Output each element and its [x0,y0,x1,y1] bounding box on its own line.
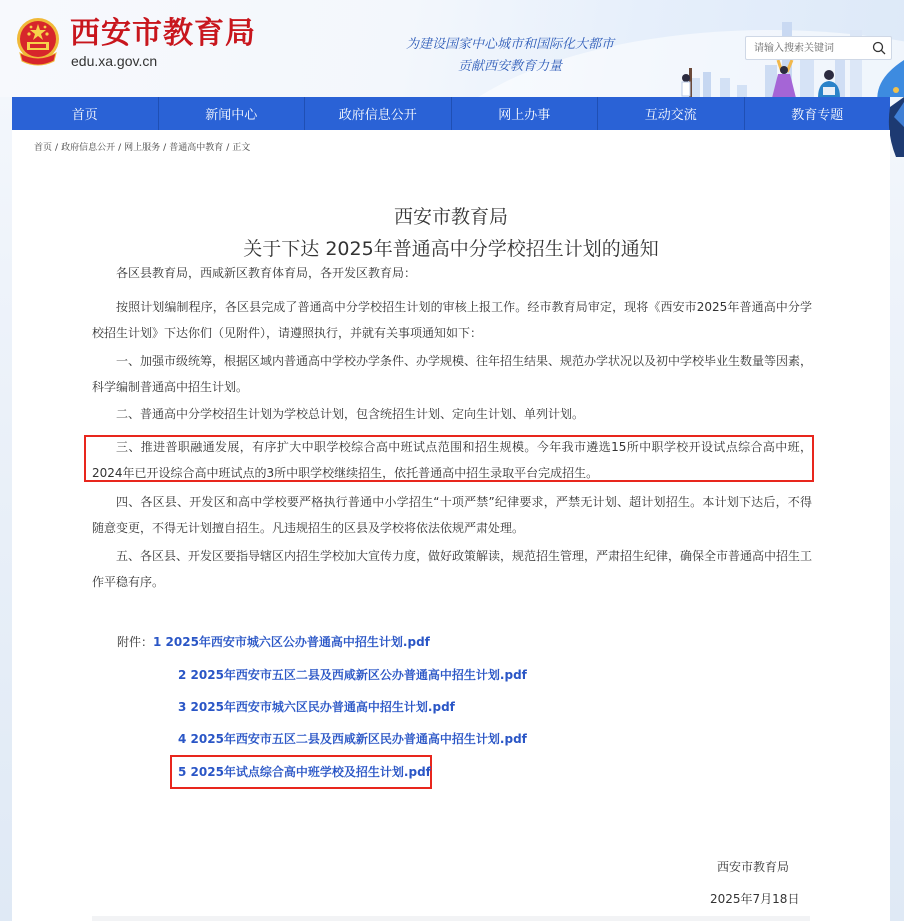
attachment-link-3[interactable]: 3 2025年西安市城六区民办普通高中招生计划.pdf [178,700,455,714]
article-paragraph-1: 一、加强市级统筹，根据区域内普通高中学校办学条件、办学规模、往年招生结果、规范办学状况以及初中学校毕业生数量等因素，科学编制普通高中招生计划。 [92,354,813,394]
attachment-link-1[interactable]: 1 2025年西安市城六区公办普通高中招生计划.pdf [153,635,430,649]
article-panel [12,130,890,921]
article-paragraph-3: 三、推进普职融通发展，有序扩大中职学校综合高中班试点范围和招生规模。今年我市遴选15所中职学校开设试点综合高中班，2024年已开设综合高中班试点的3所中职学校继续招生，依托普通高中招生录取平台完成招生。 [92,440,812,480]
decor-bar [720,78,730,97]
search-box [745,36,892,60]
decor-bar [737,85,747,97]
nav-item-home[interactable]: 首页 [12,97,159,130]
breadcrumb-online-services[interactable]: 网上服务 [124,143,161,153]
breadcrumb-separator: / [163,143,167,153]
article-title: 关于下达 2025年普通高中分学校招生计划的通知 [243,238,659,260]
national-emblem-icon [14,17,62,67]
nav-item-gov-info[interactable]: 政府信息公开 [305,97,452,130]
signature-date: 2025年7月18日 [710,892,800,906]
breadcrumb-home[interactable]: 首页 [34,143,53,153]
site-url: edu.xa.gov.cn [71,53,158,69]
breadcrumb-separator: / [226,143,230,153]
article-paragraph-intro: 按照计划编制程序，各区县完成了普通高中分学校招生计划的审核上报工作。经市教育局审定，现将《西安市2025年普通高中分学校招生计划》下达你们（见附件），请遵照执行，并就有关事项通知如下： [92,300,812,340]
student-illustration-icon [770,58,798,97]
site-name[interactable]: 西安市教育局 [70,16,256,51]
search-icon[interactable] [872,41,886,55]
laptop-user-illustration-icon [815,68,843,97]
teacher-illustration-icon [680,68,710,97]
slogan-line-2: 贡献西安教育力量 [457,59,562,74]
nav-item-interaction[interactable]: 互动交流 [598,97,745,130]
breadcrumb-separator: / [118,143,122,153]
article-paragraph-5: 五、各区县、开发区要指导辖区内招生学校加大宣传力度，做好政策解读，规范招生管理，严肃招生纪律，确保全市普通高中招生工作平稳有序。 [92,549,813,589]
breadcrumb-gov-info[interactable]: 政府信息公开 [61,143,116,153]
article-issuer-title: 西安市教育局 [393,206,508,228]
article-paragraph-2: 二、普通高中分学校招生计划为学校总计划，包含统招生计划、定向生计划、单列计划。 [116,407,585,421]
slogan-line-1: 为建设国家中心城市和国际化大都市 [405,37,614,52]
attachment-link-2[interactable]: 2 2025年西安市五区二县及西咸新区公办普通高中招生计划.pdf [178,668,527,682]
site-header [0,0,904,97]
attachment-link-5[interactable]: 5 2025年试点综合高中班学校及招生计划.pdf [178,765,431,779]
breadcrumb-separator: / [55,143,59,153]
breadcrumb [34,140,250,153]
header-slogan [380,34,640,78]
attachment-link-4[interactable]: 4 2025年西安市五区二县及西咸新区民办普通高中招生计划.pdf [178,732,527,746]
nav-item-education-topics[interactable]: 教育专题 [791,108,844,123]
signature-issuer: 西安市教育局 [717,860,790,874]
breadcrumb-high-school-edu[interactable]: 普通高中教育 [169,143,224,153]
nav-item-news[interactable]: 新闻中心 [159,97,306,130]
article-paragraph-4: 四、各区县、开发区和高中学校要严格执行普通中小学招生“十项严禁”纪律要求，严禁无计划、超计划招生。本计划下达后，不得随意变更，不得无计划擅自招生。凡违规招生的区县及学校将依法依规严肃处理。 [92,495,812,535]
main-nav [12,97,890,130]
article-salutation: 各区县教育局，西咸新区教育体育局，各开发区教育局： [116,266,417,280]
search-input[interactable] [754,40,864,56]
plant-leaf-illustration-icon [868,60,904,97]
attachments-label: 附件： [117,635,154,649]
article-bottom-divider [92,916,810,921]
nav-item-online-services[interactable]: 网上办事 [452,97,599,130]
breadcrumb-current: 正文 [232,143,251,153]
